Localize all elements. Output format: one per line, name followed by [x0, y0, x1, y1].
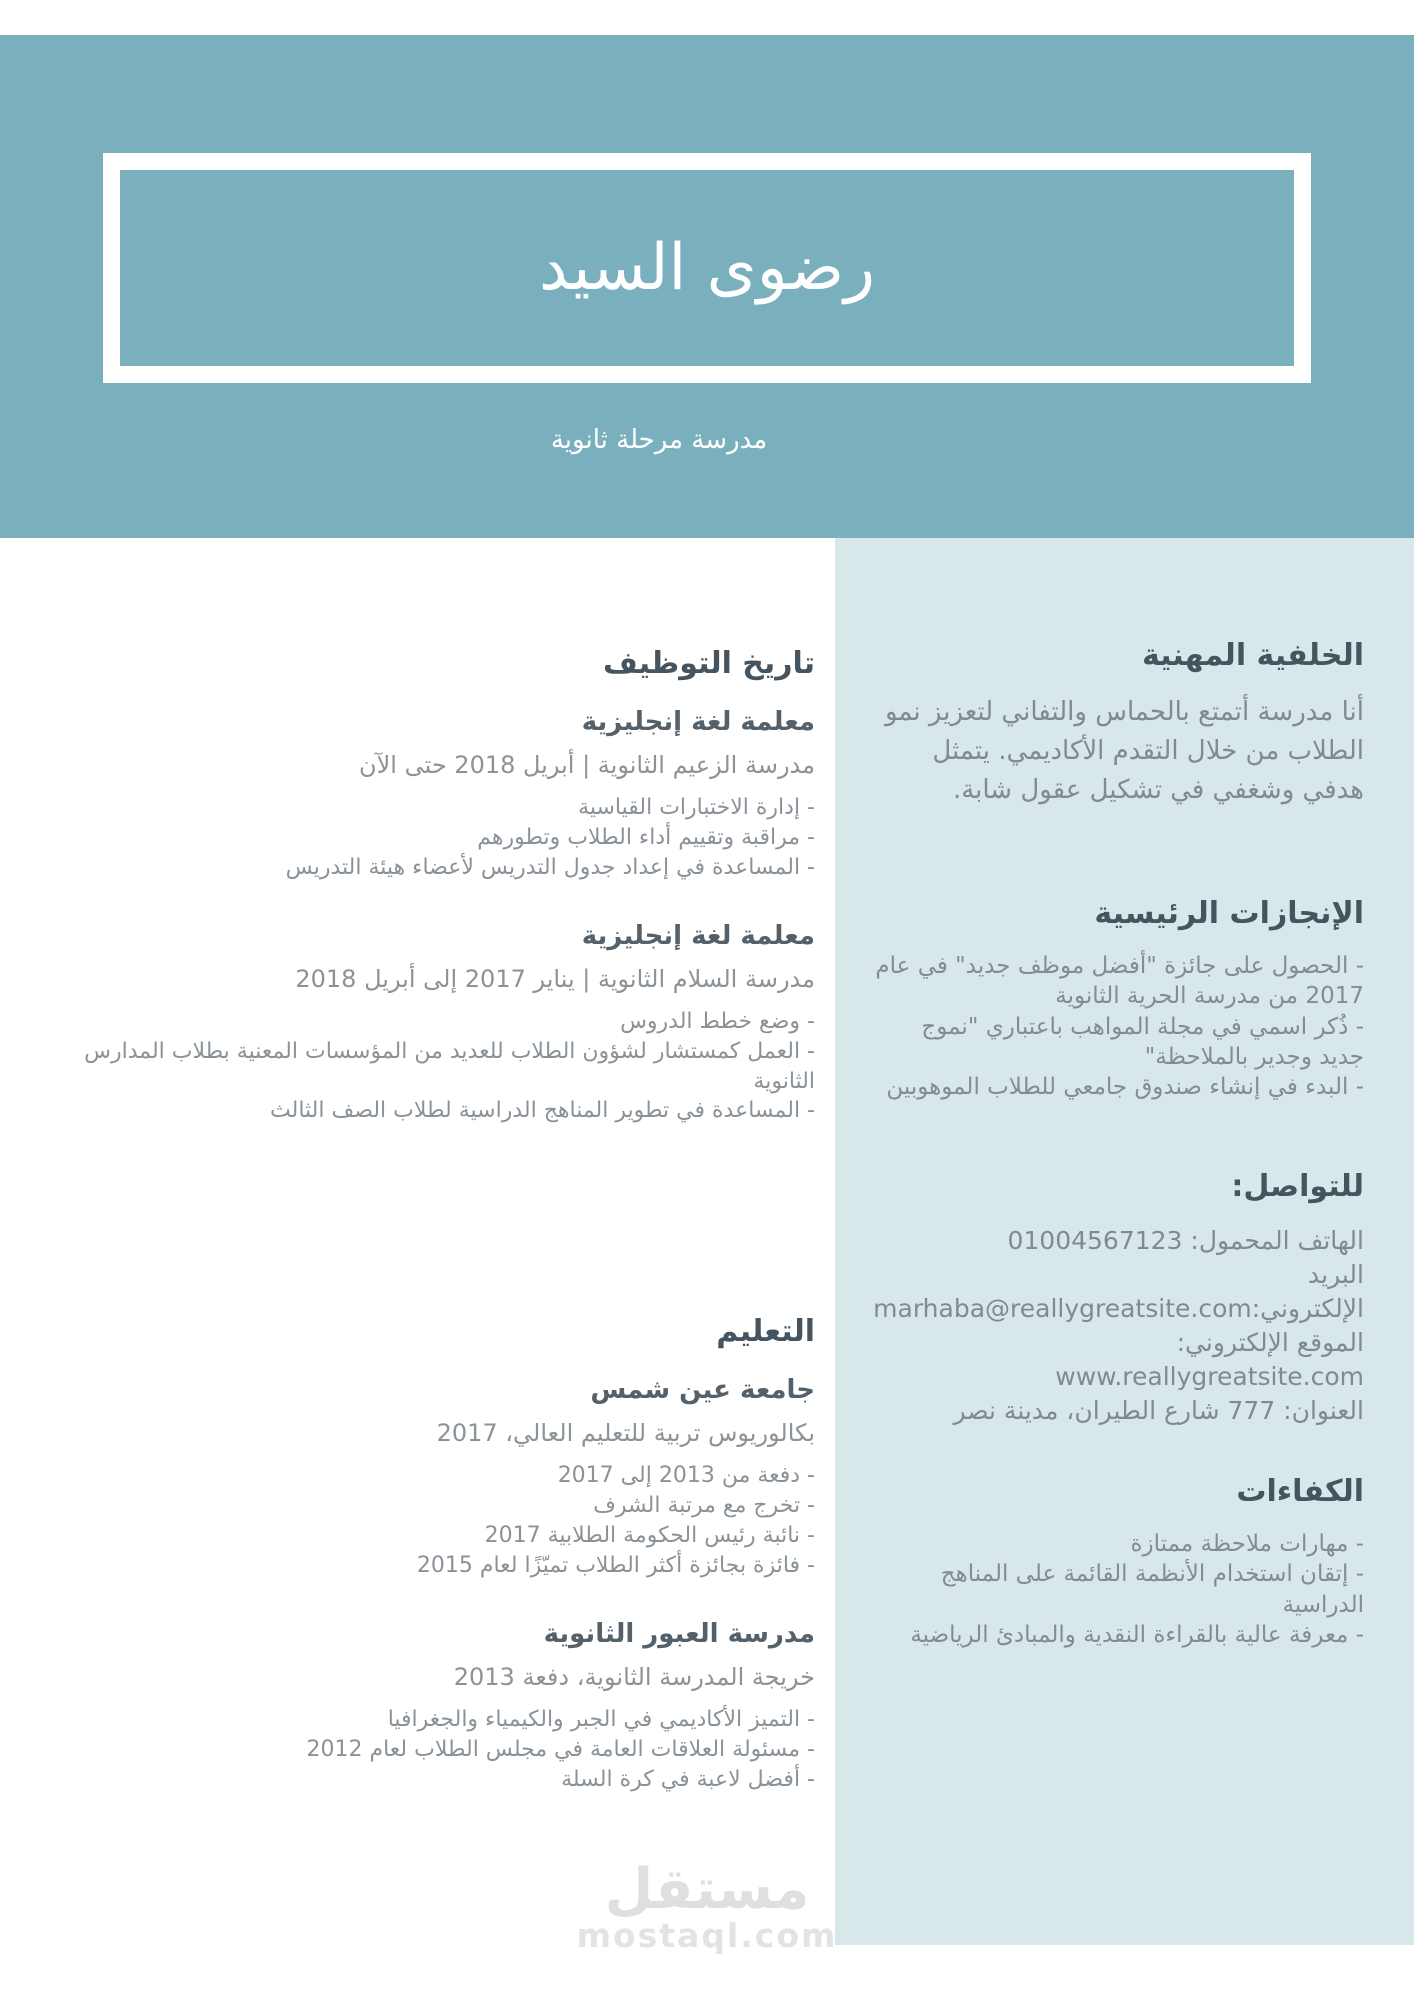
section-competencies [873, 1474, 1364, 1650]
mostaql-logo: مستقل [604, 1857, 810, 1922]
contact-email: البريد الإلكتروني:marhaba@reallygreatsite.com [873, 1259, 1364, 1323]
section-key-achievements [873, 896, 1364, 1103]
job-meta: مدرسة السلام الثانوية | يناير 2017 إلى أبريل 2018 [295, 964, 815, 993]
name-frame-box [103, 153, 1311, 383]
contact-website: الموقع الإلكتروني: www.reallygreatsite.com [1055, 1327, 1364, 1391]
competencies-list [873, 1529, 1364, 1650]
section-title-employment-history: تاريخ التوظيف [603, 646, 815, 681]
content-columns [0, 538, 1414, 1945]
job-bullet: - العمل كمستشار لشؤون الطلاب للعديد من المؤسسات المعنية بطلاب المدارس الثانوية [84, 1038, 815, 1094]
education-bullet: - التميز الأكاديمي في الجبر والكيمياء والجغرافيا [387, 1706, 815, 1732]
job-entry [70, 921, 815, 1127]
contact-lines [873, 1224, 1364, 1428]
job-bullet: - إدارة الاختبارات القياسية [578, 795, 815, 820]
job-bullet: - مراقبة وتقييم أداء الطلاب وتطورهم [477, 824, 815, 850]
competency-item: - إتقان استخدام الأنظمة القائمة على المناهج الدراسية [940, 1561, 1364, 1618]
resume-header [0, 35, 1414, 538]
job-bullets [70, 793, 815, 883]
achievements-list [873, 951, 1364, 1103]
job-bullet: - المساعدة في تطوير المناهج الدراسية لطلاب الصف الثالث [270, 1098, 815, 1124]
section-title-professional-background: الخلفية المهنية [1141, 638, 1364, 673]
job-bullet: - وضع خطط الدروس [620, 1008, 815, 1034]
section-education [70, 1314, 815, 1794]
job-role: معلمة لغة إنجليزية [581, 920, 815, 951]
mostaql-site-text: mostaql.com [576, 1916, 838, 1955]
candidate-job-title: مدرسة مرحلة ثانوية [550, 425, 768, 455]
section-title-education: التعليم [716, 1314, 815, 1350]
achievement-item: - الحصول على جائزة "أفضل موظف جديد" في عام 2017 من مدرسة الحرية الثانوية [875, 953, 1364, 1010]
professional-background-text: أنا مدرسة أتمتع بالحماس والتفاني لتعزيز نمو الطلاب من خلال التقدم الأكاديمي. يتمثل هدفي وشغفي في تشكيل عقول شابة. [884, 697, 1364, 805]
section-title-key-achievements: الإنجازات الرئيسية [1094, 896, 1364, 931]
education-bullet: - تخرج مع مرتبة الشرف [593, 1493, 815, 1519]
education-entry [70, 1375, 815, 1581]
education-school: جامعة عين شمس [590, 1375, 815, 1406]
competency-item: - معرفة عالية بالقراءة النقدية والمبادئ الرياضية [910, 1621, 1364, 1648]
job-meta: مدرسة الزعيم الثانوية | أبريل 2018 حتى الآن [358, 751, 815, 779]
job-entry [70, 707, 815, 883]
main-column [0, 538, 835, 1945]
education-bullets [70, 1705, 815, 1795]
education-school: مدرسة العبور الثانوية [543, 1618, 815, 1649]
job-bullet: - المساعدة في إعداد جدول التدريس لأعضاء هيئة التدريس [285, 854, 815, 880]
section-employment-history [70, 646, 815, 1126]
education-entry [70, 1619, 815, 1795]
candidate-name: رضوى السيد [538, 231, 876, 305]
education-meta: بكالوريوس تربية للتعليم العالي، 2017 [436, 1419, 815, 1448]
education-bullet: - فائزة بجائزة أكثر الطلاب تميّزًا لعام 2015 [416, 1553, 815, 1579]
contact-address: العنوان: 777 شارع الطيران، مدينة نصر [953, 1395, 1364, 1425]
section-contact [873, 1169, 1364, 1428]
contact-phone: الهاتف المحمول: 01004567123 [1007, 1225, 1364, 1255]
job-role: معلمة لغة إنجليزية [581, 707, 815, 737]
education-bullet: - دفعة من 2013 إلى 2017 [557, 1463, 815, 1489]
sidebar-column [835, 538, 1414, 1945]
section-title-contact: للتواصل: [1231, 1168, 1364, 1204]
education-meta: خريجة المدرسة الثانوية، دفعة 2013 [453, 1662, 815, 1691]
achievement-item: - ذُكر اسمي في مجلة المواهب باعتباري "نموج جديد وجدير بالملاحظة" [921, 1013, 1364, 1071]
section-professional-background [873, 638, 1364, 810]
education-bullet: - أفضل لاعبة في كرة السلة [561, 1766, 815, 1792]
education-bullet: - نائبة رئيس الحكومة الطلابية 2017 [484, 1523, 815, 1549]
top-margin-strip [0, 0, 1414, 35]
section-title-competencies: الكفاءات [1236, 1473, 1364, 1509]
competency-item: - مهارات ملاحظة ممتازة [1130, 1530, 1364, 1557]
education-bullet: - مسئولة العلاقات العامة في مجلس الطلاب لعام 2012 [306, 1736, 815, 1762]
achievement-item: - البدء في إنشاء صندوق جامعي للطلاب الموهوبين [886, 1074, 1364, 1101]
job-bullets [70, 1007, 815, 1127]
education-bullets [70, 1461, 815, 1581]
